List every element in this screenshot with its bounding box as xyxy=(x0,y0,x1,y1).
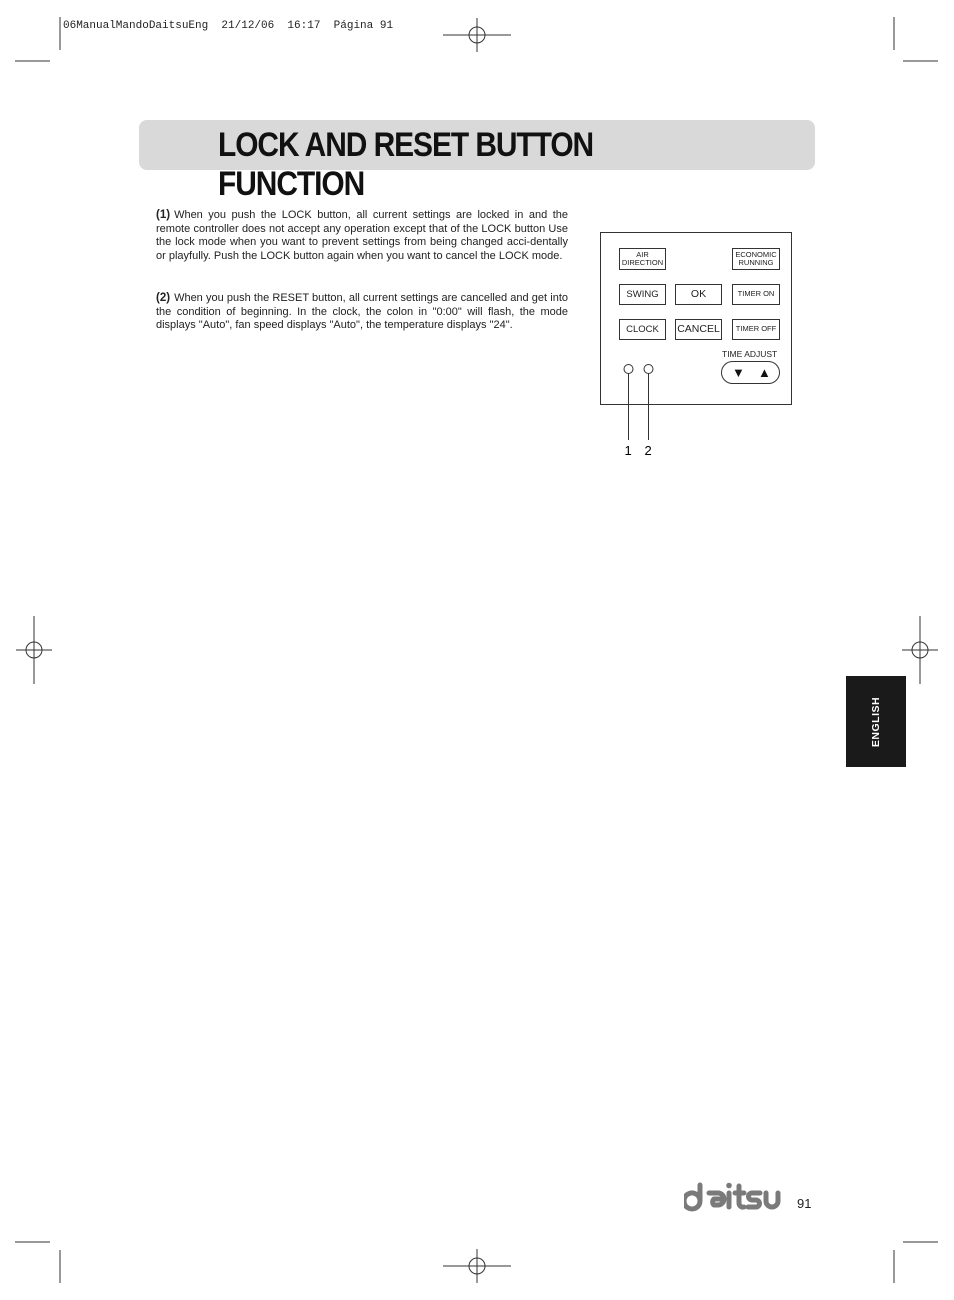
timer-off-button: TIMER OFF xyxy=(732,319,780,340)
reset-button-hole xyxy=(644,365,653,374)
paragraph-1 xyxy=(156,209,568,264)
cancel-button: CANCEL xyxy=(675,319,722,340)
language-tab xyxy=(846,676,906,767)
time-adjust-label: TIME ADJUST xyxy=(722,349,778,359)
registration-mark-top xyxy=(443,18,511,52)
title-band xyxy=(139,120,815,203)
swing-button: SWING xyxy=(619,284,666,305)
callout-1: 1 xyxy=(624,443,632,458)
paragraph-2-text: When you push the RESET button, all current settings are cancelled and get into the condition of beginning. In the clock, the colon in "0:00" will flash, the mode displays "Auto", fan speed displays "Auto", the temperature displays "24". xyxy=(156,292,568,332)
print-header: 06ManualMandoDaitsuEng 21/12/06 16:17 Página 91 xyxy=(63,20,394,32)
registration-mark-right xyxy=(902,616,938,684)
page-number: 91 xyxy=(797,1196,812,1211)
down-arrow-icon: ▼ xyxy=(732,365,745,380)
callout-2: 2 xyxy=(644,443,652,458)
paragraph-1-number: (1) xyxy=(156,209,171,221)
air-direction-button: AIR DIRECTION xyxy=(619,248,666,270)
paragraph-2-number: (2) xyxy=(156,292,171,304)
registration-mark-bottom xyxy=(443,1249,511,1283)
paragraph-1-text: When you push the LOCK button, all current settings are locked in and the remote controller does not accept any operation except that of the LOCK button Use the lock mode when you want to prevent settings from being changed acci-dentally or playfully. Push the LOCK button again when you want to cancel the LOCK mode. xyxy=(156,209,568,263)
timer-on-button: TIMER ON xyxy=(732,284,780,305)
time-adjust-rocker xyxy=(721,361,780,384)
callout-leaders xyxy=(600,232,680,472)
paragraph-2 xyxy=(156,292,568,333)
ok-button: OK xyxy=(675,284,722,305)
economic-running-button: ECONOMIC RUNNING xyxy=(732,248,780,270)
registration-mark-left xyxy=(16,616,52,684)
lock-button-hole xyxy=(624,365,633,374)
page-title: LOCK AND RESET BUTTON FUNCTION xyxy=(218,126,594,203)
up-arrow-icon: ▲ xyxy=(758,365,771,380)
brand-logo xyxy=(684,1181,782,1213)
clock-button: CLOCK xyxy=(619,319,666,340)
language-tab-label: ENGLISH xyxy=(870,696,882,747)
